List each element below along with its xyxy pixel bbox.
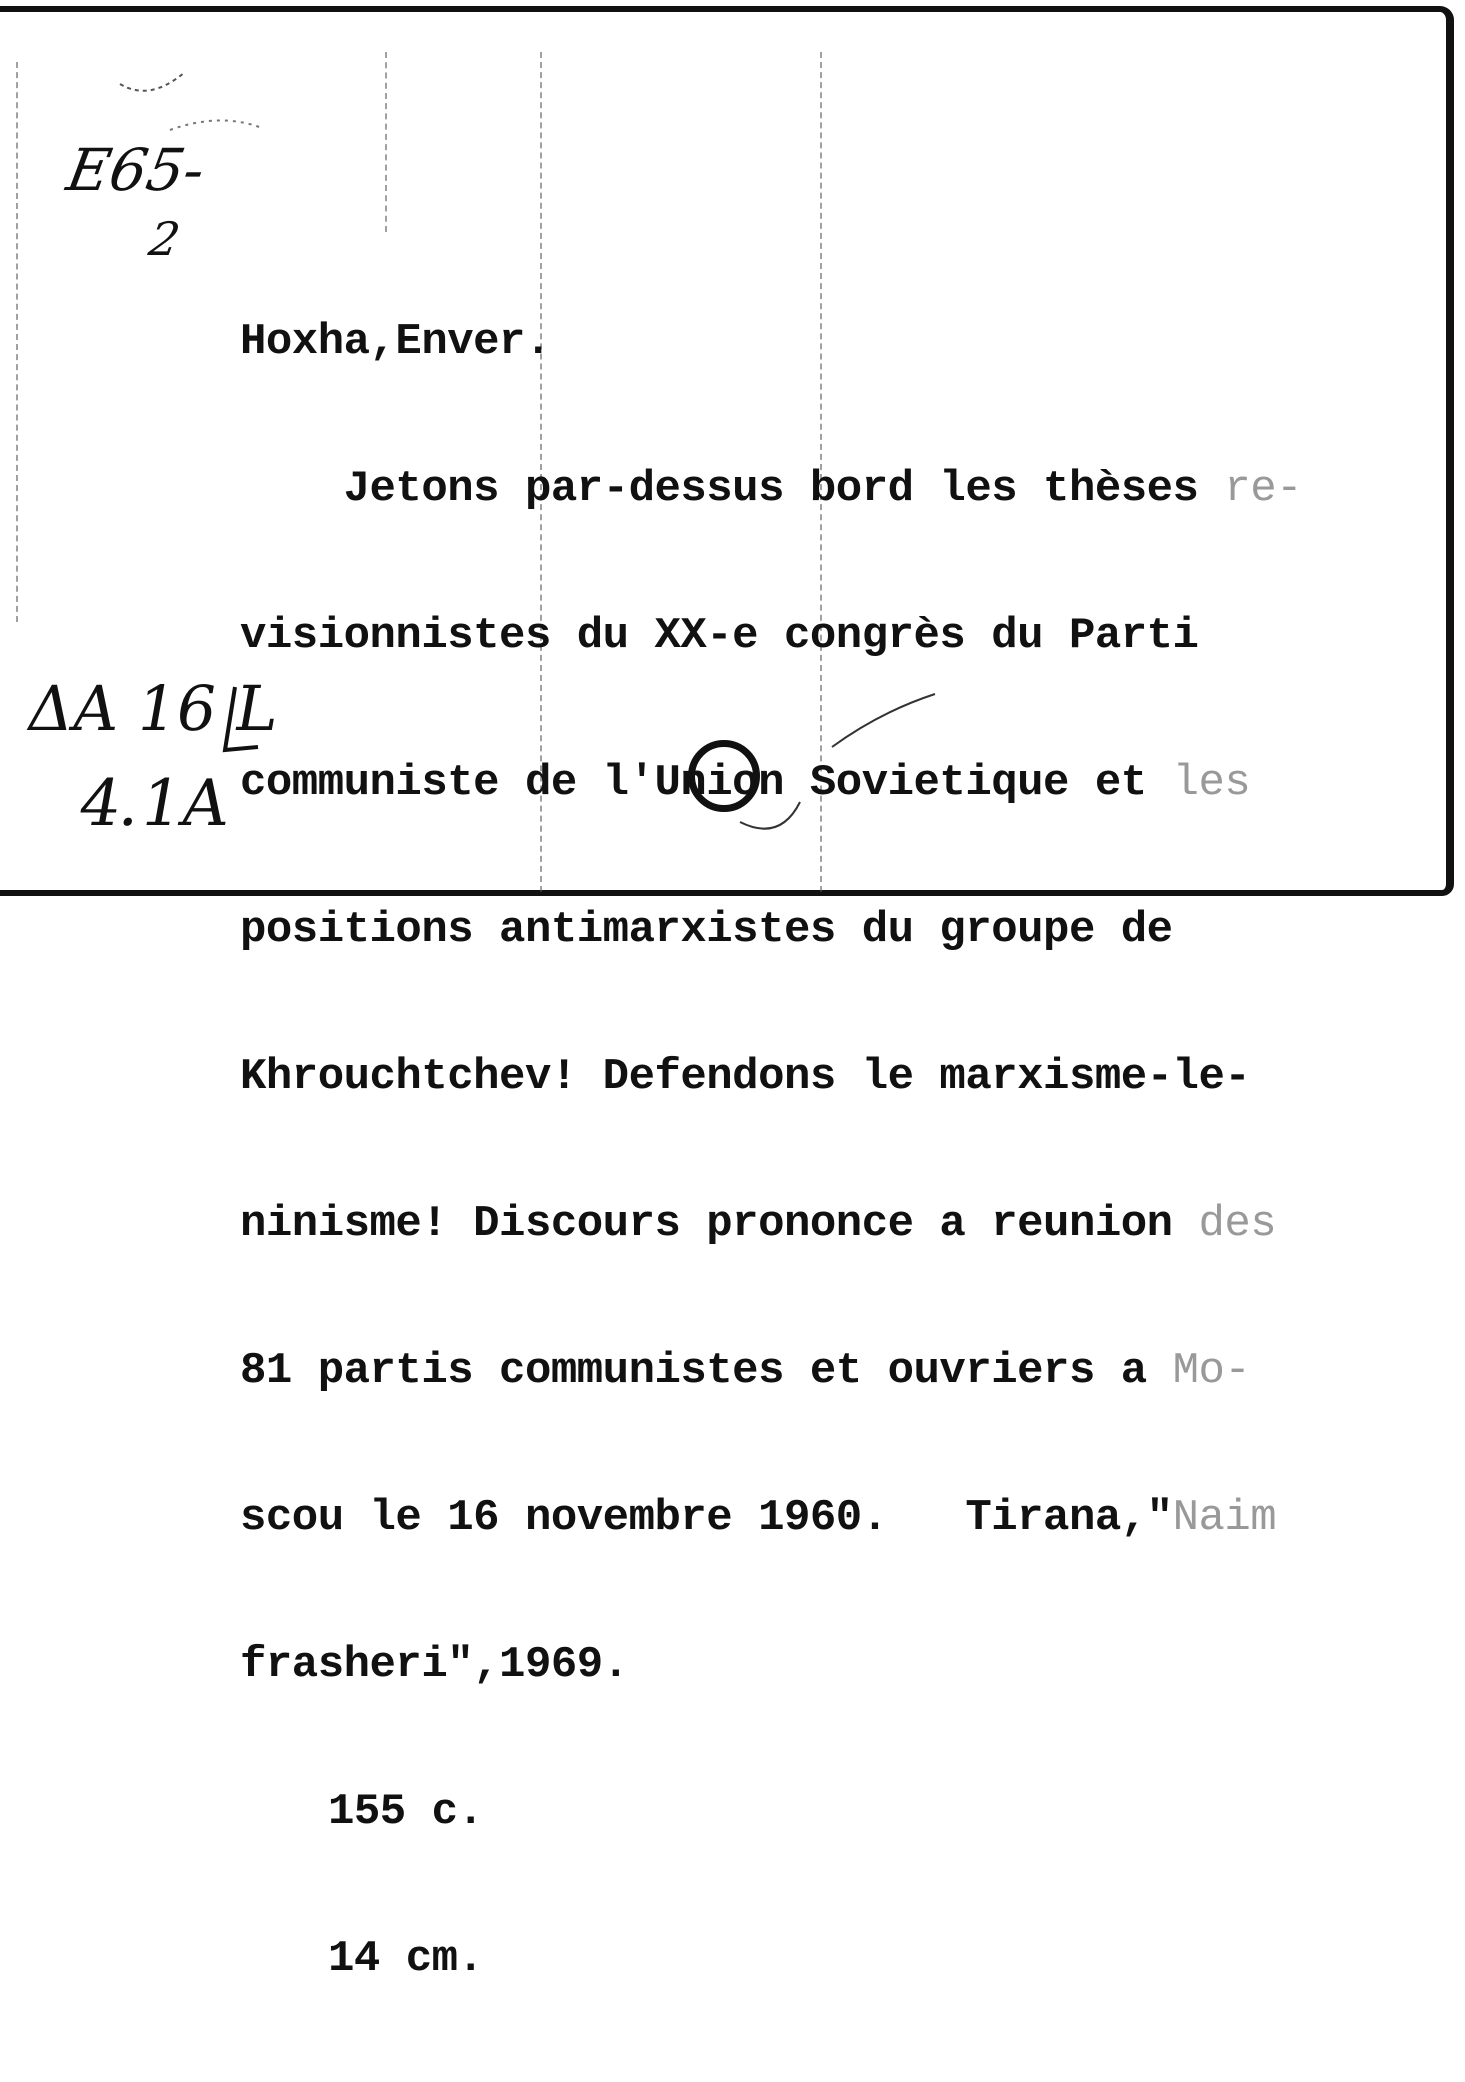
title-line: visionnistes du XX-e congrès du Parti (240, 611, 1199, 661)
shelf-mark-sub: 2 (145, 212, 185, 266)
punch-hole (688, 740, 760, 812)
pencil-mark (120, 72, 185, 91)
title-line: Khrouchtchev! Defendons le marxisme-le- (240, 1052, 1251, 1102)
accession-code-2: 4.1A (73, 767, 235, 841)
title-line: ninisme! Discours prononce a reunion des (240, 1199, 1277, 1249)
title-line: frasheri",1969. (240, 1640, 629, 1690)
catalog-card (0, 6, 1454, 1984)
guide-line (385, 52, 387, 232)
accession-code: ΔA 16 L (21, 672, 284, 745)
author-heading: Hoxha,Enver. (240, 317, 551, 367)
title-line: scou le 16 novembre 1960. Tirana,"Naim (240, 1493, 1277, 1543)
title-line: communiste de l'Union Sovietique et les (240, 758, 1251, 808)
title-line: positions antimarxistes du groupe de (240, 905, 1173, 955)
guide-line (16, 62, 18, 622)
title-line: Jetons par-dessus bord les thèses re- (240, 464, 1303, 514)
title-line: 81 partis communistes et ouvriers a Mo- (240, 1346, 1251, 1396)
dimensions: 14 cm. (328, 1934, 484, 1984)
pagination: 155 c. (328, 1787, 484, 1837)
shelf-mark: E65- (62, 136, 210, 204)
pencil-mark (170, 120, 262, 130)
card-entry (240, 220, 1302, 2082)
